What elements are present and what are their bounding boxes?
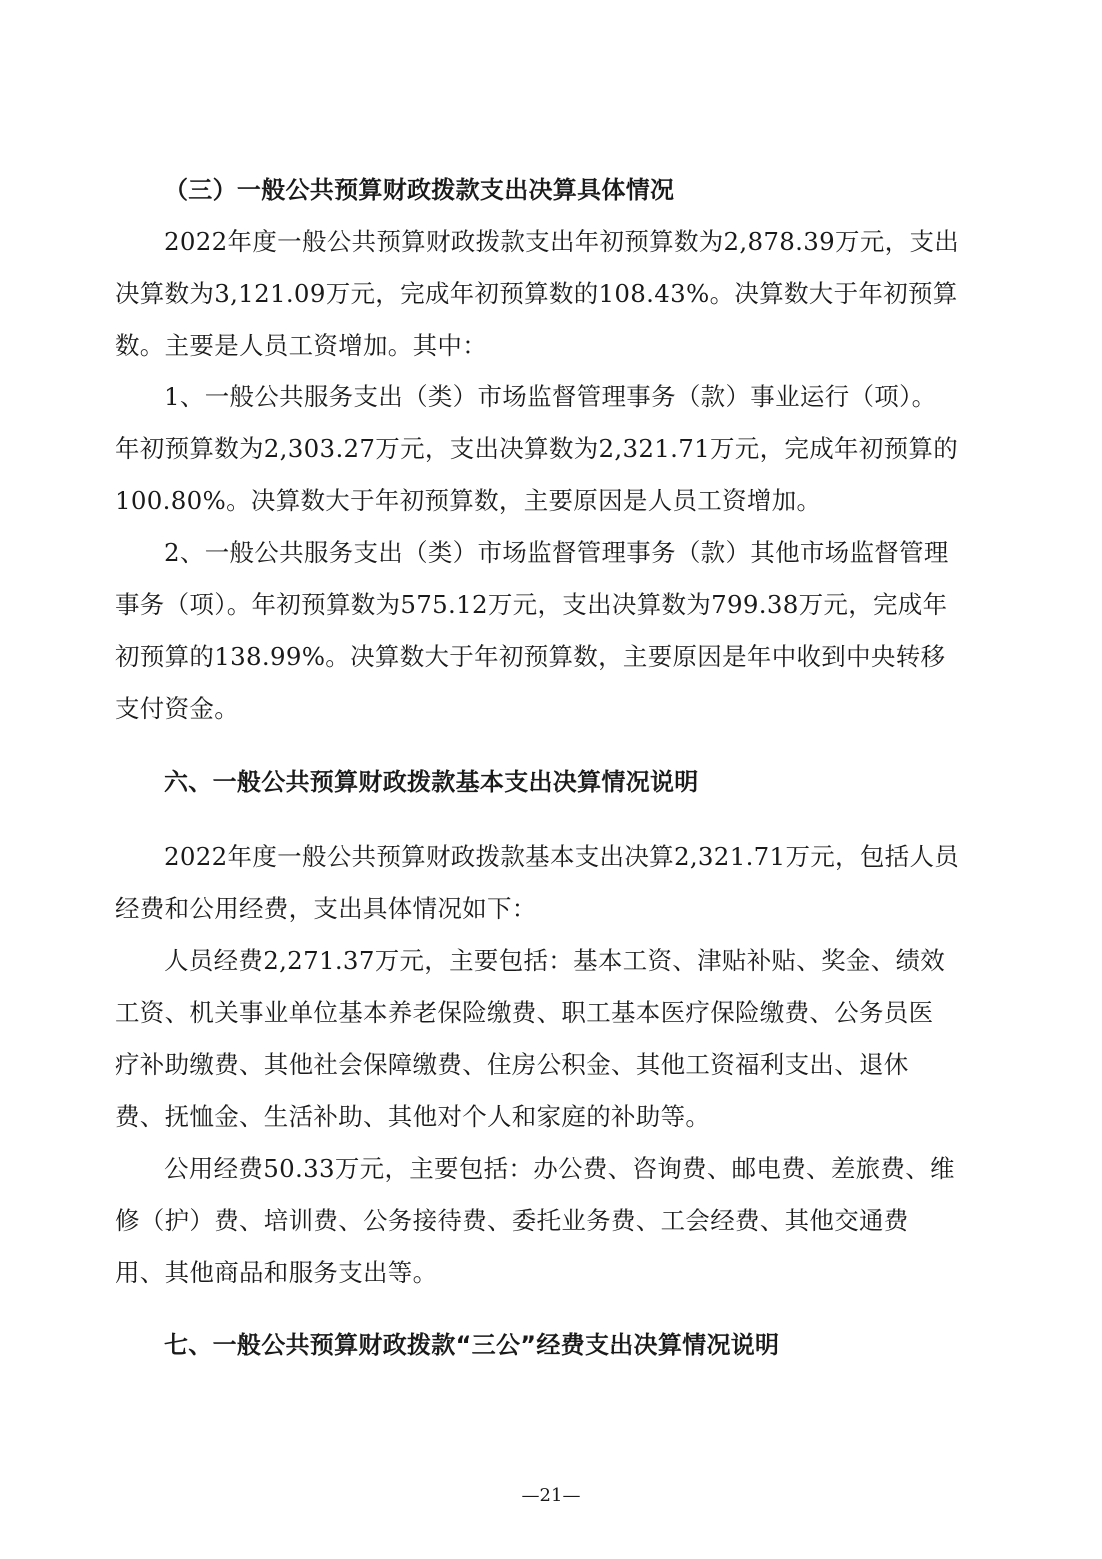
paragraph-line: 公用经费50.33万元，主要包括：办公费、咨询费、邮电费、差旅费、维 (164, 1154, 955, 1183)
paragraph-line: 初预算的138.99%。决算数大于年初预算数，主要原因是年中收到中央转移 (115, 642, 946, 671)
paragraph-line: 2022年度一般公共预算财政拨款支出年初预算数为2,878.39万元，支出 (164, 227, 960, 256)
paragraph-line: 数。主要是人员工资增加。其中： (115, 331, 487, 360)
paragraph-line: 决算数为3,121.09万元，完成年初预算数的108.43%。决算数大于年初预算 (115, 279, 958, 308)
section-heading-7: 七、一般公共预算财政拨款“三公”经费支出决算情况说明 (164, 1331, 780, 1359)
paragraph-line: 年初预算数为2,303.27万元，支出决算数为2,321.71万元，完成年初预算的 (115, 434, 958, 463)
paragraph-line: 支付资金。 (115, 694, 239, 723)
paragraph-line: 工资、机关事业单位基本养老保险缴费、职工基本医疗保险缴费、公务员医 (115, 998, 934, 1027)
paragraph-line: 疗补助缴费、其他社会保障缴费、住房公积金、其他工资福利支出、退休 (115, 1050, 909, 1079)
paragraph-line: 2022年度一般公共预算财政拨款基本支出决算2,321.71万元，包括人员 (164, 842, 960, 871)
section-heading-3: （三）一般公共预算财政拨款支出决算具体情况 (164, 176, 675, 204)
paragraph-line: 1、一般公共服务支出（类）市场监督管理事务（款）事业运行（项）。 (164, 382, 937, 411)
paragraph-line: 费、抚恤金、生活补助、其他对个人和家庭的补助等。 (115, 1102, 711, 1131)
paragraph-line: 100.80%。决算数大于年初预算数，主要原因是人员工资增加。 (115, 486, 822, 515)
paragraph-line: 经费和公用经费，支出具体情况如下： (115, 894, 537, 923)
page-number: —21— (521, 1485, 581, 1506)
paragraph-line: 事务（项）。年初预算数为575.12万元，支出决算数为799.38万元，完成年 (115, 590, 948, 619)
paragraph-line: 人员经费2,271.37万元，主要包括：基本工资、津贴补贴、奖金、绩效 (164, 946, 946, 975)
paragraph-line: 用、其他商品和服务支出等。 (115, 1258, 438, 1287)
paragraph-line: 修（护）费、培训费、公务接待费、委托业务费、工会经费、其他交通费 (115, 1206, 909, 1235)
section-heading-6: 六、一般公共预算财政拨款基本支出决算情况说明 (164, 768, 699, 796)
paragraph-line: 2、一般公共服务支出（类）市场监督管理事务（款）其他市场监督管理 (164, 538, 949, 567)
